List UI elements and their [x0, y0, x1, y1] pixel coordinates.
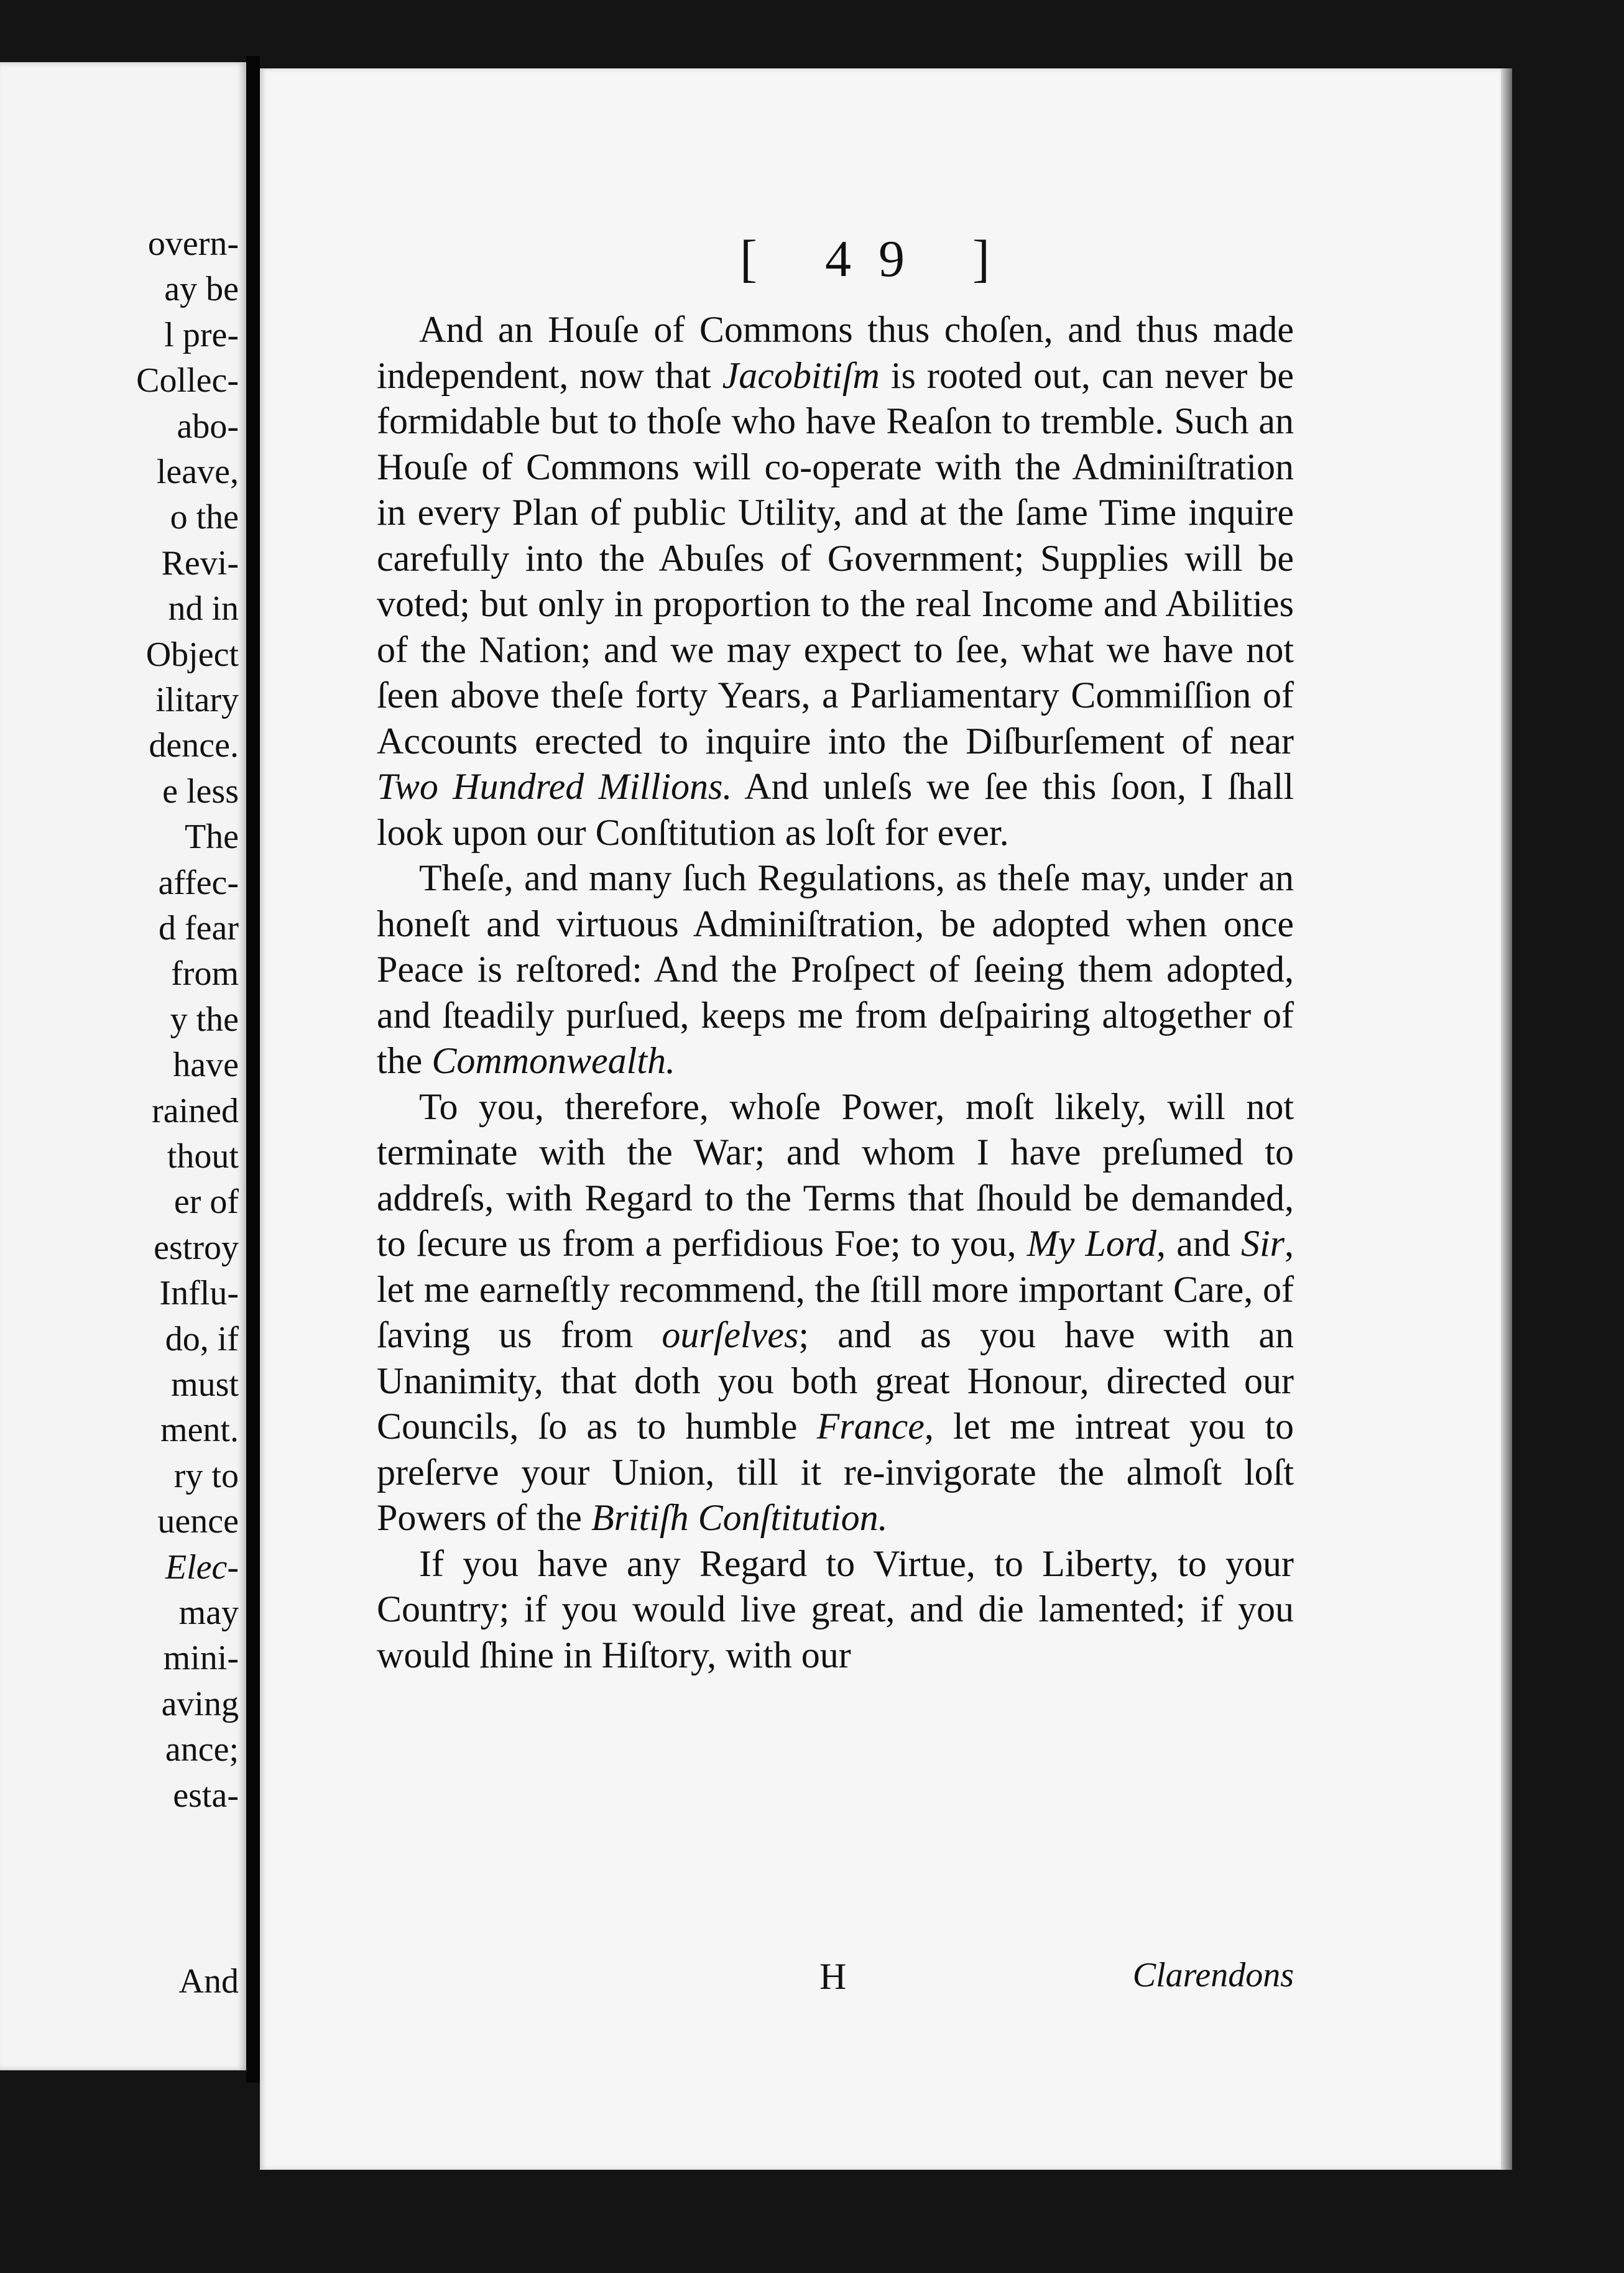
text-run: is rooted out, can never be formidable but to thoſe who have Reaſon to tremble. Such an Houſe of Commons will co-operate with the Adminiſtration in every Plan of public Utility, and at the ſame Time inquire carefully into the Abuſes of Government; Supplies will be voted; but only in proportion to the real Income and Abilities of the Nation; and we may expect to ſee, what we have not ſeen above theſe forty Years, a Parliamentary Commiſſion of Accounts erected to inquire into the Diſburſement of near: [377, 354, 1294, 762]
left-page-fragment: may: [178, 1593, 239, 1632]
text-run: , let me earneſtly recommend, the ſtill more important Care, of ſaving us from: [377, 1223, 1294, 1355]
page-number: [ 49 ]: [740, 230, 1017, 288]
left-page-fragment: must: [171, 1365, 239, 1404]
italic-text: Jacobitiſm: [722, 354, 880, 396]
body-text: [377, 307, 1294, 1678]
left-page-fragment: ment.: [160, 1411, 239, 1450]
italic-text: ourſelves: [662, 1314, 799, 1355]
left-page-fragment: ry to: [173, 1456, 239, 1495]
left-page-fragment: do, if: [165, 1319, 239, 1358]
signature-mark: H: [819, 1956, 847, 1997]
italic-text: Two Hundred Millions.: [377, 766, 732, 807]
italic-text: My Lord: [1027, 1223, 1157, 1264]
italic-text: Commonwealth.: [431, 1040, 675, 1081]
left-page-fragment: esta-: [173, 1776, 239, 1815]
left-page-fragment: leave,: [156, 453, 239, 491]
left-page-fragment: dence.: [149, 726, 239, 765]
left-page-fragment: rained: [152, 1091, 239, 1130]
text-run: And an Houſe of Commons thus choſen, and thus made independent, now that: [377, 309, 1294, 396]
left-page: [0, 62, 246, 2070]
left-page-fragment: from: [171, 954, 239, 994]
left-page-fragment: d fear: [158, 909, 239, 947]
left-page-fragment: ay be: [164, 270, 239, 309]
text-run: ; and as you have with an Unanimity, that doth you both great Honour, directed our Councils, ſo as to humble: [377, 1314, 1294, 1447]
italic-text: Britiſh Conſtitution.: [591, 1497, 888, 1538]
left-page-fragment: nd in: [168, 589, 239, 629]
left-page-fragment: er of: [173, 1183, 239, 1222]
paragraph: [377, 307, 1294, 855]
page-edge: [1501, 68, 1512, 2170]
left-page-fragment: And: [178, 1962, 239, 2001]
text-run: To you, therefore, whoſe Power, moſt likely, will not terminate with the War; and whom I have preſumed to addreſs, with Regard to the Terms that ſhould be demanded, to ſecure us from a perfidious Foe; to you,: [377, 1086, 1294, 1264]
left-page-fragment: have: [173, 1046, 239, 1085]
left-page-fragment: Influ-: [159, 1274, 239, 1313]
left-page-fragment: ilitary: [155, 681, 239, 719]
left-page-fragment: estroy: [154, 1228, 239, 1267]
italic-text: Sir: [1240, 1223, 1285, 1264]
left-page-fragment: e less: [162, 772, 239, 811]
catchword: Clarendons: [1132, 1956, 1294, 1994]
text-run: Theſe, and many ſuch Regulations, as theſe may, under an honeſt and virtuous Adminiſtration, be adopted when once Peace is reſtored: And the Proſpect of ſeeing them adopted, and ſteadily purſued, keeps me from deſpairing altogether of the: [377, 857, 1294, 1081]
paragraph: [377, 1541, 1294, 1679]
left-page-fragment: thout: [167, 1137, 239, 1176]
paragraph: [377, 855, 1294, 1084]
left-page-fragment: abo-: [177, 407, 239, 446]
left-page-fragment: l pre-: [164, 315, 239, 354]
paragraph: [377, 1084, 1294, 1541]
page-footer: [377, 1955, 1294, 2005]
left-page-fragment: Elec-: [165, 1547, 239, 1587]
italic-text: France: [816, 1406, 925, 1447]
left-page-fragment: The: [184, 818, 239, 857]
text-run: If you have any Regard to Virtue, to Liberty, to your Country; if you would live great, and die lamented; if you would ſhine in Hiſtory, with our: [377, 1542, 1294, 1676]
left-page-fragment: overn-: [147, 224, 239, 263]
text-run: , let me intreat you to preſerve your Union, till it re-invigorate the almoſt loſt Powers of the: [377, 1406, 1294, 1538]
left-page-fragment: ance;: [165, 1730, 239, 1769]
left-page-fragment: Revi-: [161, 543, 239, 583]
left-page-fragment: affec-: [158, 863, 239, 902]
left-page-fragment: mini-: [163, 1639, 239, 1678]
left-page-fragment: Collec-: [136, 361, 239, 400]
left-page-fragment: aving: [161, 1684, 239, 1723]
left-page-fragment: uence: [157, 1502, 239, 1541]
text-run: And unleſs we ſee this ſoon, I ſhall look upon our Conſtitution as loſt for ever.: [377, 766, 1294, 853]
left-page-fragment: y the: [170, 1000, 239, 1039]
book-gutter: [246, 56, 260, 2083]
text-run: , and: [1156, 1223, 1241, 1264]
left-page-fragment: o the: [170, 498, 239, 537]
left-page-fragment: Object: [145, 635, 239, 674]
